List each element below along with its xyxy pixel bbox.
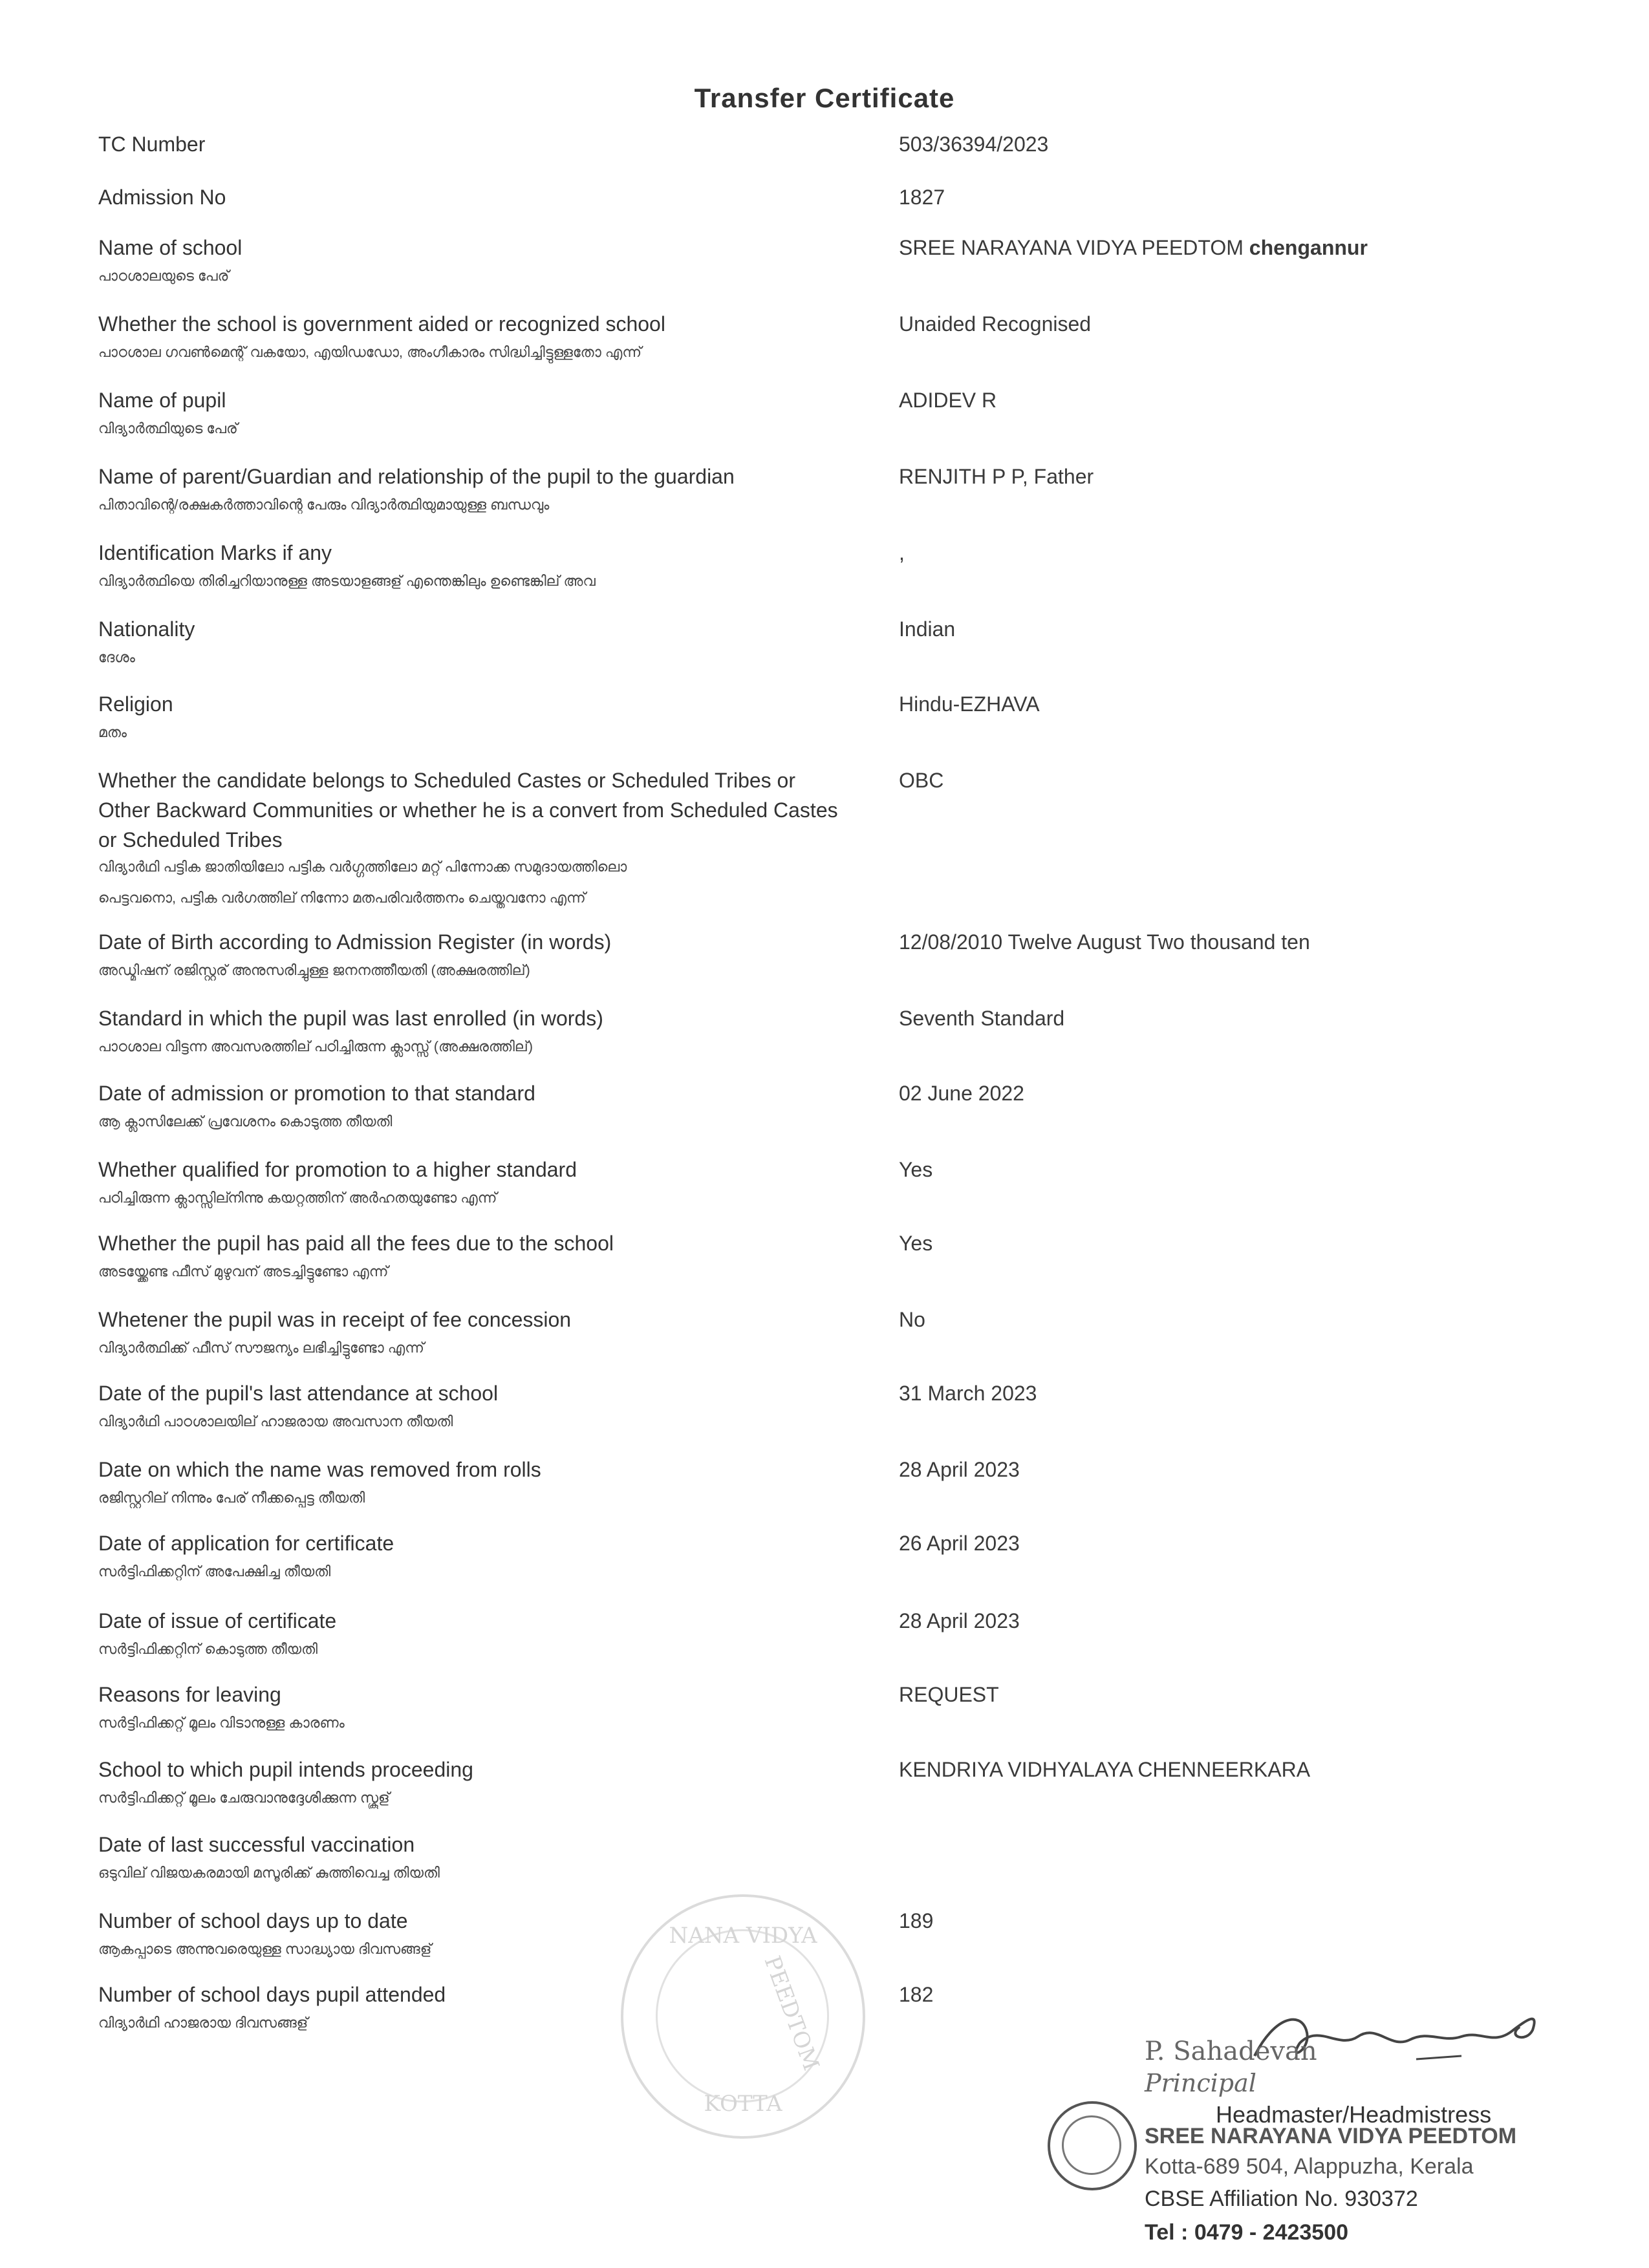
field-label-malayalam-2: പെട്ടവനൊ, പട്ടിക വർഗത്തില് നിന്നോ മതപരിവർത്തനം ചെയ്തവനോ എന്ന് — [98, 890, 586, 906]
field-label: Whether the school is government aided or recognized school — [98, 312, 665, 336]
field-value-main: SREE NARAYANA VIDYA PEEDTOM — [899, 236, 1244, 259]
field-value: RENJITH P P, Father — [899, 465, 1094, 488]
field-label: Date of issue of certificate — [98, 1609, 337, 1632]
school-logo — [1048, 2101, 1137, 2190]
field-label: Whether the pupil has paid all the fees due to the school — [98, 1232, 614, 1255]
field-value: Yes — [899, 1232, 933, 1255]
seal-text-bottom: KOTTA — [704, 2091, 782, 2117]
field-value: Seventh Standard — [899, 1007, 1065, 1030]
school-seal-stamp — [621, 1894, 865, 2139]
field-label-malayalam: പാഠശാലയുടെ പേര് — [98, 268, 230, 284]
field-label: Name of pupil — [98, 389, 226, 412]
field-label-malayalam: അടയ്ക്കേണ്ട ഫീസ് മുഴുവന് അടച്ചിട്ടുണ്ടോ എന്ന് — [98, 1263, 389, 1279]
field-label: Date of last successful vaccination — [98, 1833, 415, 1856]
field-label-malayalam: രജിസ്റ്ററില് നിന്നും പേര് നീക്കപ്പെട്ട തീയതി — [98, 1490, 365, 1506]
field-label-malayalam: ആ ക്ലാസിലേക്ക് പ്രവേശനം കൊടുത്ത തീയതി — [98, 1113, 393, 1129]
field-label: Identification Marks if any — [98, 541, 332, 564]
principal-signature-block — [1145, 2037, 1571, 2250]
field-label-malayalam: ആകപ്പാടെ അന്നുവരെയുള്ള സാദ്ധ്യായ ദിവസങ്ങള് — [98, 1941, 432, 1957]
field-value-suffix: chengannur — [1249, 236, 1368, 259]
field-label: Number of school days up to date — [98, 1909, 408, 1932]
field-value: , — [899, 541, 905, 564]
field-label-malayalam: ഒടുവില് വിജയകരമായി മസൂരിക്ക് കുത്തിവെച്ച തിയതി — [98, 1865, 440, 1881]
field-label-malayalam: പാഠശാല ഗവൺമെന്റ് വകയോ, എയിഡഡോ, അംഗീകാരം സിദ്ധിച്ചിട്ടുള്ളതോ എന്ന് — [98, 344, 642, 360]
field-label: Date of the pupil's last attendance at school — [98, 1382, 499, 1405]
field-label: Name of parent/Guardian and relationship of the pupil to the guardian — [98, 465, 735, 488]
field-value: Hindu-EZHAVA — [899, 692, 1040, 716]
field-label-malayalam: മതം — [98, 724, 127, 740]
field-label-malayalam: അഡ്മിഷന് രജിസ്റ്റര് അനുസരിച്ചുള്ള ജനനത്തീയതി (അക്ഷരത്തില്) — [98, 962, 530, 978]
field-label-malayalam: പഠിച്ചിരുന്ന ക്ലാസ്സില്നിന്നു കയറ്റത്തിന് അർഹതയുണ്ടോ എന്ന് — [98, 1190, 497, 1206]
field-label: Date on which the name was removed from rolls — [98, 1458, 541, 1481]
field-value: 28 April 2023 — [899, 1609, 1020, 1632]
school-address: Kotta-689 504, Alappuzha, Kerala — [1145, 2154, 1474, 2179]
field-label: Whether the candidate belongs to Scheduled Castes or Scheduled Tribes or Other Backward Communities or whether he is a convert from Scheduled Castes or Scheduled Tribes — [98, 769, 838, 851]
field-label-malayalam: സർട്ടിഫിക്കറ്റ് മൂലം വിടാനുള്ള കാരണം — [98, 1715, 345, 1731]
field-label: Number of school days pupil attended — [98, 1983, 446, 2006]
field-label-malayalam: സർട്ടിഫിക്കറ്റിന് കൊടുത്ത തീയതി — [98, 1641, 318, 1657]
field-value: 12/08/2010 Twelve August Two thousand ten — [899, 930, 1310, 954]
field-value: ADIDEV R — [899, 389, 997, 412]
field-label-malayalam: വിദ്യാർത്ഥിക്ക് ഫീസ് സൗജന്യം ലഭിച്ചിട്ടുണ്ടോ എന്ന് — [98, 1340, 424, 1356]
field-value: 28 April 2023 — [899, 1458, 1020, 1481]
field-label: Religion — [98, 692, 173, 716]
field-label-malayalam: വിദ്യാർത്ഥിയുടെ പേര് — [98, 420, 238, 436]
principal-title: Principal — [1145, 2069, 1256, 2097]
field-value: KENDRIYA VIDHYALAYA CHENNEERKARA — [899, 1758, 1311, 1781]
headmaster-label: Headmaster/Headmistress — [1216, 2101, 1492, 2128]
field-label-malayalam: വിദ്യാർഥി ഹാജരായ ദിവസങ്ങള് — [98, 2015, 308, 2031]
field-label-malayalam: പിതാവിന്റെ/രക്ഷകർത്താവിന്റെ പേരും വിദ്യാർത്ഥിയുമായുള്ള ബന്ധവും — [98, 497, 550, 513]
field-label-malayalam: വിദ്യാർഥി പാഠശാലയില് ഹാജരായ അവസാന തീയതി — [98, 1413, 453, 1429]
field-value: Indian — [899, 617, 956, 641]
field-label-malayalam: വിദ്യാർഥി പട്ടിക ജാതിയിലോ പട്ടിക വർഗ്ഗത്തിലോ മറ്റ് പിന്നോക്ക സമുദായത്തിലൊ — [98, 859, 627, 875]
field-label: Date of application for certificate — [98, 1532, 394, 1555]
field-label: TC Number — [98, 133, 206, 156]
field-value: 182 — [899, 1983, 934, 2006]
field-value: OBC — [899, 769, 944, 792]
field-value: 31 March 2023 — [899, 1382, 1037, 1405]
field-label: Date of Birth according to Admission Register (in words) — [98, 930, 612, 954]
field-value: 26 April 2023 — [899, 1532, 1020, 1555]
field-label-malayalam: വിദ്യാർത്ഥിയെ തിരിച്ചറിയാനുള്ള അടയാളങ്ങള് എന്തെങ്കിലും ഉണ്ടെങ്കില് അവ — [98, 573, 596, 589]
field-label-malayalam: ദേശം — [98, 649, 135, 665]
school-name-stamp: SREE NARAYANA VIDYA PEEDTOM — [1145, 2124, 1517, 2148]
document-title: Transfer Certificate — [694, 83, 955, 113]
field-value: 1827 — [899, 186, 945, 209]
field-label: Nationality — [98, 617, 195, 641]
field-value: Unaided Recognised — [899, 312, 1092, 336]
field-value: REQUEST — [899, 1683, 999, 1706]
field-label: Date of admission or promotion to that standard — [98, 1082, 535, 1105]
field-label: Standard in which the pupil was last enrolled (in words) — [98, 1007, 603, 1030]
field-label: School to which pupil intends proceeding — [98, 1758, 473, 1781]
cbse-affiliation: CBSE Affiliation No. 930372 — [1145, 2187, 1418, 2211]
field-label: Name of school — [98, 236, 242, 259]
school-phone: Tel : 0479 - 2423500 — [1145, 2220, 1349, 2245]
principal-name: P. Sahadevan — [1145, 2037, 1317, 2066]
seal-text-top: NANA VIDYA — [669, 1923, 817, 1949]
field-label-malayalam: സർട്ടിഫിക്കറ്റിന് അപേക്ഷിച്ച തീയതി — [98, 1563, 331, 1579]
field-label-malayalam: പാഠശാല വിട്ടന്ന അവസരത്തില് പഠിച്ചിരുന്ന ക്ലാസ്സ് (അക്ഷരത്തില്) — [98, 1038, 534, 1054]
seal-text-side: PEEDTOM — [759, 1952, 824, 2074]
field-label: Reasons for leaving — [98, 1683, 281, 1706]
field-value — [899, 233, 1368, 262]
field-value: 189 — [899, 1909, 934, 1932]
field-label: Whether qualified for promotion to a higher standard — [98, 1158, 577, 1181]
field-value: 503/36394/2023 — [899, 133, 1049, 156]
field-value: Yes — [899, 1158, 933, 1181]
field-value: No — [899, 1308, 925, 1331]
field-label-malayalam: സർട്ടിഫിക്കറ്റ് മൂലം ചേരുവാനുദ്ദേശിക്കുന്ന സ്കൂള് — [98, 1790, 390, 1806]
field-label: Whetener the pupil was in receipt of fee concession — [98, 1308, 572, 1331]
field-value: 02 June 2022 — [899, 1082, 1024, 1105]
field-label: Admission No — [98, 186, 226, 209]
